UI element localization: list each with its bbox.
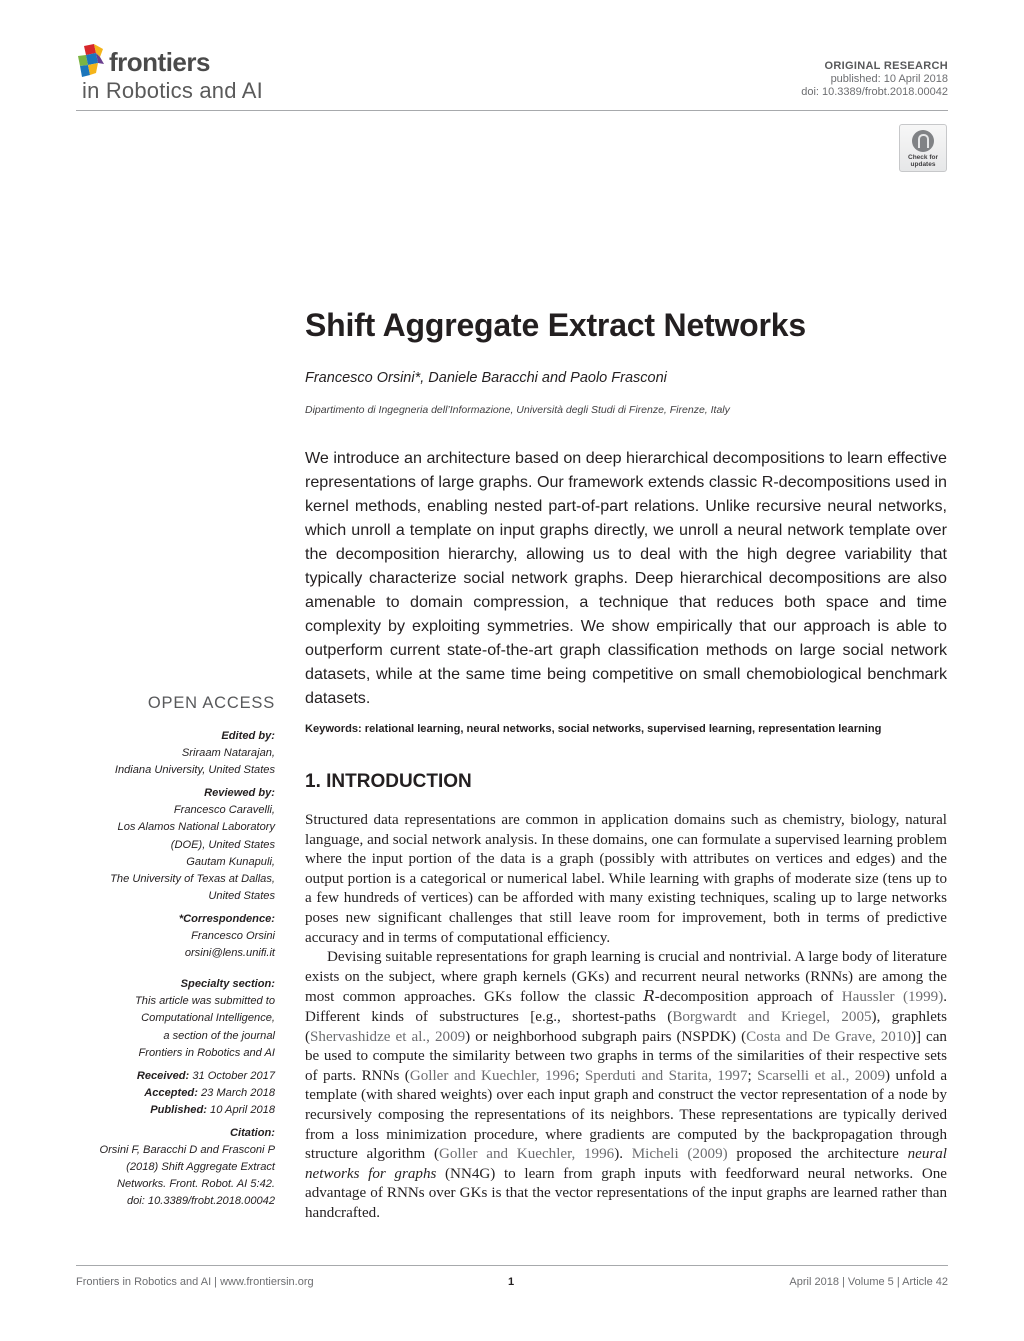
reviewer-name: Gautam Kunapuli,	[186, 855, 275, 868]
frontiers-logo-icon	[76, 44, 106, 80]
article-doi[interactable]: doi: 10.3389/frobt.2018.00042	[801, 86, 948, 98]
page-number: 1	[508, 1276, 515, 1288]
intro-paragraph-2: Devising suitable representations for graph learning is crucial and nontrivial. A large body of literature exists on the subject, where graph kernels (GKs) and recurrent neural networks (RNNs) are among the most common approaches. GKs follow the classic R-decomposition approach of Haussler (1999). Different kinds of substructures [e.g., shortest-paths (Borgwardt and Kriegel, 2005), graphlets (Shervashidze et al., 2009) or neighborhood subgraph pairs (NSPDK) (Costa and De Grave, 2010)] can be used to compute the similarity between two graphs in terms of the similarities of their respective sets of parts. RNNs (Goller and Kuechler, 1996; Sperduti and Starita, 1997; Scarselli et al., 2009) unfold a template (with shared weights) over each input graph and construct the vector representation of a node by recursively composing the representations of its neighbors. These representations are typically derived from a loss minimization procedure, where gradients are computed by the backpropagation through structure algorithm (Goller and Kuechler, 1996). Micheli (2009) proposed the architecture neural networks for graphs (NN4G) to learn from graph inputs with feedforward neural networks. One advantage of RNNs over GKs is that the vector representations of the input graphs are learned rather than handcrafted.	[305, 949, 948, 1221]
abstract: We introduce an architecture based on deep hierarchical decompositions to learn effective representations of large graphs. Our framework extends classic R-decompositions used in kernel methods, enabling nested part-of-part relations. Unlike recursive neural networks, which unroll a template on input graphs directly, we unroll a neural network template over the decomposition hierarchy, allowing us to deal with the high degree variability that typically characterize social network graphs. Deep hierarchical decompositions are also amenable to domain compression, a technique that reduces both space and time complexity by exploiting symmetries. We show empirically that our approach is able to outperform current state-of-the-art graph classification methods on large social network datasets, while at the same time being competitive on small chemobiological benchmark datasets.	[305, 449, 947, 707]
reviewer-affiliation: The University of Texas at Dallas,	[110, 872, 275, 885]
citation-doi[interactable]: doi: 10.3389/frobt.2018.00042	[126, 1195, 275, 1208]
check-updates-label: Check for updates	[908, 154, 938, 168]
correspondence-email[interactable]: orsini@lens.unifi.it	[184, 947, 275, 960]
citation-line: Networks. Front. Robot. AI 5:42.	[116, 1178, 275, 1191]
footer-issue-info: April 2018 | Volume 5 | Article 42	[789, 1276, 948, 1288]
header-divider	[76, 110, 948, 111]
citation-link[interactable]: Haussler (1999)	[841, 989, 944, 1006]
reviewer-affiliation: (DOE), United States	[170, 838, 275, 851]
editor-affiliation: Indiana University, United States	[114, 764, 275, 777]
citation-line: (2018) Shift Aggregate Extract	[126, 1161, 275, 1174]
r-decomposition-symbol: R	[643, 987, 655, 1006]
citation-link[interactable]: Shervashidze et al., 2009	[310, 1028, 466, 1045]
journal-name: in Robotics and AI	[82, 78, 263, 103]
specialty-line: Computational Intelligence,	[141, 1012, 275, 1025]
citation-link[interactable]: Borgwardt and Kriegel, 2005	[672, 1008, 872, 1025]
citation-link[interactable]: Sperduti and Starita, 1997	[584, 1067, 748, 1084]
footer-divider	[76, 1265, 948, 1266]
citation-line: Orsini F, Baracchi D and Frasconi P	[99, 1144, 275, 1157]
article-meta	[801, 60, 948, 99]
intro-paragraph-1: Structured data representations are common in application domains such as chemistry, biology, natural language, and social network analysis. In these domains, one can formulate a supervised learning problem where the input portion of the data is a graph (possibly with attributes on vertices and edges) and the output portion is a categorical or numerical label. While learning with graphs of moderate size (tens up to a few hundreds of vertices) can be afforded with many existing techniques, scaling up to large networks poses new significant challenges that still leave room for improvement, both in terms of predictive accuracy and in terms of computational efficiency.	[305, 812, 947, 946]
emphasis-term: neural networks for graphs	[305, 1146, 947, 1182]
published-date-row: Published: 10 April 2018	[150, 1103, 275, 1116]
correspondence-label: *Correspondence:	[178, 912, 275, 925]
citation-link[interactable]: Scarselli et al., 2009	[757, 1067, 885, 1084]
editor-name: Sriraam Natarajan,	[181, 747, 275, 760]
article-type: ORIGINAL RESEARCH	[824, 60, 948, 72]
footer-journal-link[interactable]: Frontiers in Robotics and AI | www.frontiersin.org	[76, 1276, 314, 1288]
edited-by-label: Edited by:	[221, 730, 275, 742]
open-access-label: OPEN ACCESS	[147, 694, 275, 712]
specialty-section-label: Specialty section:	[180, 978, 275, 991]
received-date-row: Received: 31 October 2017	[136, 1069, 275, 1082]
specialty-line: Frontiers in Robotics and AI	[138, 1046, 275, 1059]
section-heading-introduction: 1. INTRODUCTION	[305, 771, 472, 792]
citation-link[interactable]: Goller and Kuechler, 1996	[409, 1067, 576, 1084]
citation-link[interactable]: Costa and De Grave, 2010	[746, 1028, 911, 1045]
journal-logo[interactable]	[76, 44, 336, 106]
published-date: published: 10 April 2018	[830, 73, 948, 85]
introduction-body	[305, 811, 947, 1223]
reviewer-affiliation: Los Alamos National Laboratory	[117, 821, 275, 834]
article-title: Shift Aggregate Extract Networks	[305, 307, 806, 343]
reviewer-name: Francesco Caravelli,	[173, 804, 275, 817]
logo-wordmark: frontiers	[109, 47, 210, 77]
reviewed-by-label: Reviewed by:	[204, 787, 275, 800]
check-updates-icon	[912, 130, 934, 152]
citation-label: Citation:	[230, 1126, 275, 1139]
keywords: Keywords: relational learning, neural networks, social networks, supervised learning, representation learning	[305, 723, 882, 735]
article-authors: Francesco Orsini*, Daniele Baracchi and Paolo Frasconi	[305, 370, 667, 386]
author-affiliation: Dipartimento di Ingegneria dell’Informazione, Università degli Studi di Firenze, Firenze, Italy	[305, 404, 730, 416]
specialty-line: This article was submitted to	[135, 995, 275, 1008]
citation-link[interactable]: Micheli (2009)	[631, 1146, 728, 1163]
reviewer-affiliation: United States	[208, 889, 275, 902]
accepted-date-row: Accepted: 23 March 2018	[144, 1086, 275, 1099]
specialty-line: a section of the journal	[163, 1029, 275, 1042]
check-for-updates-button[interactable]	[899, 124, 947, 172]
citation-link[interactable]: Goller and Kuechler, 1996	[438, 1146, 615, 1163]
article-sidebar	[35, 692, 275, 1210]
correspondence-name: Francesco Orsini	[191, 930, 275, 943]
